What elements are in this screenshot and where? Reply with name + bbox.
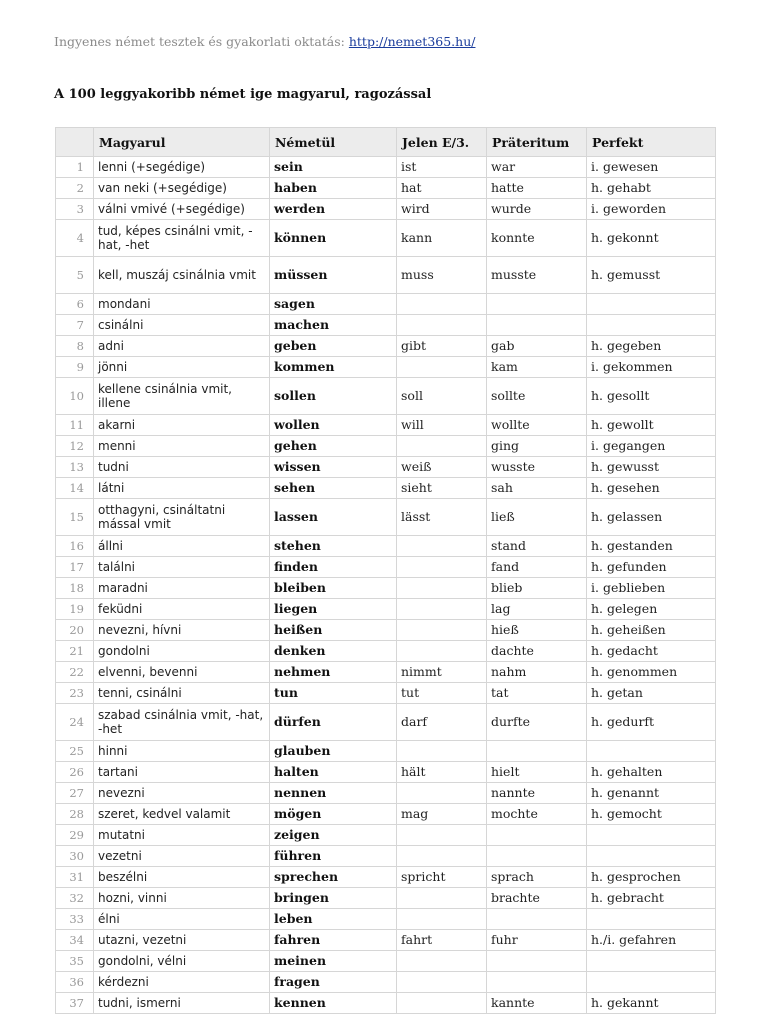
preterite-cell — [487, 951, 587, 972]
row-number-cell: 9 — [56, 357, 94, 378]
perfect-cell — [587, 825, 716, 846]
german-cell: finden — [270, 557, 397, 578]
perfect-cell — [587, 972, 716, 993]
perfect-cell: h. gehabt — [587, 178, 716, 199]
perfect-cell: h./i. gefahren — [587, 930, 716, 951]
preterite-cell: ging — [487, 436, 587, 457]
hungarian-cell: tudni, ismerni — [94, 993, 270, 1014]
hungarian-cell: mondani — [94, 294, 270, 315]
row-number-cell: 28 — [56, 804, 94, 825]
row-number-cell: 32 — [56, 888, 94, 909]
column-header-preterite: Präteritum — [487, 128, 587, 157]
hungarian-cell: nevezni, hívni — [94, 620, 270, 641]
hungarian-cell: adni — [94, 336, 270, 357]
row-number-cell: 17 — [56, 557, 94, 578]
preterite-cell — [487, 294, 587, 315]
hungarian-cell: lenni (+segédige) — [94, 157, 270, 178]
german-cell: leben — [270, 909, 397, 930]
present-3sg-cell — [397, 357, 487, 378]
hungarian-cell: kérdezni — [94, 972, 270, 993]
header-text: Ingyenes német tesztek és gyakorlati oktatás: — [54, 34, 345, 49]
hungarian-cell: tartani — [94, 762, 270, 783]
hungarian-cell: tenni, csinálni — [94, 683, 270, 704]
table-row — [56, 662, 716, 683]
preterite-cell — [487, 825, 587, 846]
german-cell: sehen — [270, 478, 397, 499]
german-cell: mögen — [270, 804, 397, 825]
row-number-cell: 5 — [56, 257, 94, 294]
table-row — [56, 620, 716, 641]
preterite-cell: hieß — [487, 620, 587, 641]
present-3sg-cell — [397, 315, 487, 336]
present-3sg-cell: spricht — [397, 867, 487, 888]
perfect-cell: h. gesollt — [587, 378, 716, 415]
table-row — [56, 783, 716, 804]
row-number-cell: 14 — [56, 478, 94, 499]
perfect-cell: h. gedurft — [587, 704, 716, 741]
table-header-row — [56, 128, 716, 157]
hungarian-cell: menni — [94, 436, 270, 457]
hungarian-cell: kell, muszáj csinálnia vmit — [94, 257, 270, 294]
german-cell: tun — [270, 683, 397, 704]
perfect-cell — [587, 294, 716, 315]
table-row — [56, 951, 716, 972]
row-number-cell: 24 — [56, 704, 94, 741]
preterite-cell: sah — [487, 478, 587, 499]
perfect-cell: h. genannt — [587, 783, 716, 804]
perfect-cell: h. gebracht — [587, 888, 716, 909]
hungarian-cell: utazni, vezetni — [94, 930, 270, 951]
german-cell: machen — [270, 315, 397, 336]
table-row — [56, 536, 716, 557]
preterite-cell: sprach — [487, 867, 587, 888]
table-row — [56, 846, 716, 867]
row-number-cell: 22 — [56, 662, 94, 683]
present-3sg-cell — [397, 557, 487, 578]
header-line — [54, 34, 475, 49]
perfect-cell: h. gemusst — [587, 257, 716, 294]
german-cell: werden — [270, 199, 397, 220]
hungarian-cell: feküdni — [94, 599, 270, 620]
german-cell: müssen — [270, 257, 397, 294]
table-row — [56, 909, 716, 930]
perfect-cell — [587, 315, 716, 336]
preterite-cell: hielt — [487, 762, 587, 783]
perfect-cell: h. genommen — [587, 662, 716, 683]
website-link[interactable]: http://nemet365.hu/ — [348, 34, 476, 49]
hungarian-cell: hozni, vinni — [94, 888, 270, 909]
present-3sg-cell — [397, 951, 487, 972]
verb-table-body — [56, 157, 716, 1014]
table-row — [56, 683, 716, 704]
perfect-cell: h. gelegen — [587, 599, 716, 620]
preterite-cell: fand — [487, 557, 587, 578]
row-number-cell: 34 — [56, 930, 94, 951]
preterite-cell: war — [487, 157, 587, 178]
present-3sg-cell: sieht — [397, 478, 487, 499]
preterite-cell: tat — [487, 683, 587, 704]
hungarian-cell: elvenni, bevenni — [94, 662, 270, 683]
german-cell: bleiben — [270, 578, 397, 599]
preterite-cell: dachte — [487, 641, 587, 662]
hungarian-cell: látni — [94, 478, 270, 499]
preterite-cell: mochte — [487, 804, 587, 825]
perfect-cell: i. gegangen — [587, 436, 716, 457]
row-number-cell: 16 — [56, 536, 94, 557]
hungarian-cell: kellene csinálnia vmit, illene — [94, 378, 270, 415]
german-cell: sprechen — [270, 867, 397, 888]
present-3sg-cell — [397, 888, 487, 909]
german-cell: lassen — [270, 499, 397, 536]
perfect-cell: i. gekommen — [587, 357, 716, 378]
preterite-cell — [487, 846, 587, 867]
row-number-cell: 36 — [56, 972, 94, 993]
preterite-cell: wurde — [487, 199, 587, 220]
table-row — [56, 972, 716, 993]
german-cell: denken — [270, 641, 397, 662]
present-3sg-cell: hält — [397, 762, 487, 783]
preterite-cell — [487, 741, 587, 762]
german-cell: wollen — [270, 415, 397, 436]
hungarian-cell: gondolni, vélni — [94, 951, 270, 972]
row-number-cell: 7 — [56, 315, 94, 336]
hungarian-cell: jönni — [94, 357, 270, 378]
german-cell: haben — [270, 178, 397, 199]
hungarian-cell: szeret, kedvel valamit — [94, 804, 270, 825]
hungarian-cell: csinálni — [94, 315, 270, 336]
table-row — [56, 993, 716, 1014]
table-row — [56, 220, 716, 257]
row-number-cell: 1 — [56, 157, 94, 178]
table-row — [56, 378, 716, 415]
preterite-cell: stand — [487, 536, 587, 557]
row-number-cell: 11 — [56, 415, 94, 436]
preterite-cell: fuhr — [487, 930, 587, 951]
german-cell: wissen — [270, 457, 397, 478]
present-3sg-cell — [397, 741, 487, 762]
row-number-cell: 26 — [56, 762, 94, 783]
table-row — [56, 888, 716, 909]
perfect-cell — [587, 741, 716, 762]
perfect-cell: h. gelassen — [587, 499, 716, 536]
table-row — [56, 257, 716, 294]
table-row — [56, 357, 716, 378]
preterite-cell: nannte — [487, 783, 587, 804]
preterite-cell: gab — [487, 336, 587, 357]
hungarian-cell: tud, képes csinálni vmit, -hat, -het — [94, 220, 270, 257]
german-cell: sein — [270, 157, 397, 178]
perfect-cell: h. gewusst — [587, 457, 716, 478]
row-number-cell: 8 — [56, 336, 94, 357]
row-number-cell: 30 — [56, 846, 94, 867]
present-3sg-cell: weiß — [397, 457, 487, 478]
preterite-cell: musste — [487, 257, 587, 294]
table-row — [56, 178, 716, 199]
row-number-cell: 37 — [56, 993, 94, 1014]
present-3sg-cell — [397, 578, 487, 599]
row-number-cell: 29 — [56, 825, 94, 846]
table-row — [56, 315, 716, 336]
preterite-cell: nahm — [487, 662, 587, 683]
german-cell: nennen — [270, 783, 397, 804]
preterite-cell: sollte — [487, 378, 587, 415]
row-number-cell: 3 — [56, 199, 94, 220]
table-row — [56, 499, 716, 536]
hungarian-cell: vezetni — [94, 846, 270, 867]
german-cell: sollen — [270, 378, 397, 415]
row-number-cell: 25 — [56, 741, 94, 762]
hungarian-cell: akarni — [94, 415, 270, 436]
preterite-cell: wollte — [487, 415, 587, 436]
present-3sg-cell: mag — [397, 804, 487, 825]
table-row — [56, 157, 716, 178]
row-number-cell: 23 — [56, 683, 94, 704]
present-3sg-cell: kann — [397, 220, 487, 257]
row-number-cell: 13 — [56, 457, 94, 478]
row-number-cell: 31 — [56, 867, 94, 888]
german-cell: halten — [270, 762, 397, 783]
row-number-cell: 12 — [56, 436, 94, 457]
table-row — [56, 825, 716, 846]
present-3sg-cell: will — [397, 415, 487, 436]
german-cell: liegen — [270, 599, 397, 620]
perfect-cell: h. geheißen — [587, 620, 716, 641]
german-cell: dürfen — [270, 704, 397, 741]
table-row — [56, 478, 716, 499]
table-row — [56, 578, 716, 599]
hungarian-cell: szabad csinálnia vmit, -hat, -het — [94, 704, 270, 741]
present-3sg-cell: lässt — [397, 499, 487, 536]
table-row — [56, 704, 716, 741]
preterite-cell: ließ — [487, 499, 587, 536]
row-number-cell: 15 — [56, 499, 94, 536]
row-number-cell: 4 — [56, 220, 94, 257]
hungarian-cell: gondolni — [94, 641, 270, 662]
german-cell: geben — [270, 336, 397, 357]
preterite-cell: hatte — [487, 178, 587, 199]
perfect-cell: h. gedacht — [587, 641, 716, 662]
present-3sg-cell: darf — [397, 704, 487, 741]
table-row — [56, 199, 716, 220]
column-header-perfect: Perfekt — [587, 128, 716, 157]
preterite-cell: kannte — [487, 993, 587, 1014]
table-row — [56, 557, 716, 578]
present-3sg-cell: tut — [397, 683, 487, 704]
row-number-cell: 21 — [56, 641, 94, 662]
table-row — [56, 436, 716, 457]
preterite-cell: blieb — [487, 578, 587, 599]
perfect-cell: h. gemocht — [587, 804, 716, 825]
perfect-cell — [587, 951, 716, 972]
preterite-cell: wusste — [487, 457, 587, 478]
table-row — [56, 336, 716, 357]
present-3sg-cell — [397, 294, 487, 315]
verb-table — [55, 127, 716, 1014]
row-number-cell: 10 — [56, 378, 94, 415]
present-3sg-cell — [397, 436, 487, 457]
perfect-cell — [587, 909, 716, 930]
present-3sg-cell — [397, 846, 487, 867]
present-3sg-cell — [397, 825, 487, 846]
row-number-cell: 35 — [56, 951, 94, 972]
row-number-cell: 18 — [56, 578, 94, 599]
preterite-cell: brachte — [487, 888, 587, 909]
present-3sg-cell: nimmt — [397, 662, 487, 683]
german-cell: bringen — [270, 888, 397, 909]
german-cell: fragen — [270, 972, 397, 993]
perfect-cell: i. geblieben — [587, 578, 716, 599]
german-cell: fahren — [270, 930, 397, 951]
preterite-cell — [487, 315, 587, 336]
hungarian-cell: válni vmivé (+segédige) — [94, 199, 270, 220]
perfect-cell: h. gekonnt — [587, 220, 716, 257]
hungarian-cell: találni — [94, 557, 270, 578]
present-3sg-cell — [397, 783, 487, 804]
column-header-present-3sg: Jelen E/3. — [397, 128, 487, 157]
preterite-cell — [487, 909, 587, 930]
perfect-cell: h. gefunden — [587, 557, 716, 578]
present-3sg-cell — [397, 620, 487, 641]
present-3sg-cell: hat — [397, 178, 487, 199]
hungarian-cell: állni — [94, 536, 270, 557]
perfect-cell: h. gesehen — [587, 478, 716, 499]
table-row — [56, 804, 716, 825]
table-row — [56, 294, 716, 315]
table-row — [56, 741, 716, 762]
perfect-cell — [587, 846, 716, 867]
perfect-cell: h. gestanden — [587, 536, 716, 557]
present-3sg-cell: wird — [397, 199, 487, 220]
table-row — [56, 415, 716, 436]
table-row — [56, 930, 716, 951]
german-cell: können — [270, 220, 397, 257]
german-cell: sagen — [270, 294, 397, 315]
hungarian-cell: hinni — [94, 741, 270, 762]
hungarian-cell: beszélni — [94, 867, 270, 888]
hungarian-cell: mutatni — [94, 825, 270, 846]
row-number-cell: 19 — [56, 599, 94, 620]
perfect-cell: h. gegeben — [587, 336, 716, 357]
present-3sg-cell: ist — [397, 157, 487, 178]
table-row — [56, 762, 716, 783]
perfect-cell: h. gehalten — [587, 762, 716, 783]
hungarian-cell: nevezni — [94, 783, 270, 804]
preterite-cell: lag — [487, 599, 587, 620]
present-3sg-cell — [397, 909, 487, 930]
german-cell: kennen — [270, 993, 397, 1014]
document-title: A 100 leggyakoribb német ige magyarul, ragozással — [54, 87, 432, 102]
table-row — [56, 641, 716, 662]
present-3sg-cell — [397, 972, 487, 993]
present-3sg-cell: muss — [397, 257, 487, 294]
perfect-cell: h. gekannt — [587, 993, 716, 1014]
column-header-german: Németül — [270, 128, 397, 157]
preterite-cell: kam — [487, 357, 587, 378]
present-3sg-cell: fahrt — [397, 930, 487, 951]
present-3sg-cell: gibt — [397, 336, 487, 357]
present-3sg-cell: soll — [397, 378, 487, 415]
hungarian-cell: van neki (+segédige) — [94, 178, 270, 199]
german-cell: gehen — [270, 436, 397, 457]
row-number-cell: 2 — [56, 178, 94, 199]
table-row — [56, 867, 716, 888]
german-cell: nehmen — [270, 662, 397, 683]
hungarian-cell: tudni — [94, 457, 270, 478]
german-cell: stehen — [270, 536, 397, 557]
german-cell: glauben — [270, 741, 397, 762]
perfect-cell: i. gewesen — [587, 157, 716, 178]
perfect-cell: h. getan — [587, 683, 716, 704]
row-number-cell: 20 — [56, 620, 94, 641]
table-row — [56, 599, 716, 620]
german-cell: heißen — [270, 620, 397, 641]
table-row — [56, 457, 716, 478]
perfect-cell: h. gewollt — [587, 415, 716, 436]
german-cell: führen — [270, 846, 397, 867]
hungarian-cell: maradni — [94, 578, 270, 599]
german-cell: kommen — [270, 357, 397, 378]
perfect-cell: h. gesprochen — [587, 867, 716, 888]
row-number-cell: 6 — [56, 294, 94, 315]
column-header-hungarian: Magyarul — [94, 128, 270, 157]
present-3sg-cell — [397, 993, 487, 1014]
column-header-number — [56, 128, 94, 157]
german-cell: zeigen — [270, 825, 397, 846]
hungarian-cell: otthagyni, csináltatni mással vmit — [94, 499, 270, 536]
present-3sg-cell — [397, 641, 487, 662]
present-3sg-cell — [397, 599, 487, 620]
german-cell: meinen — [270, 951, 397, 972]
row-number-cell: 27 — [56, 783, 94, 804]
preterite-cell: konnte — [487, 220, 587, 257]
present-3sg-cell — [397, 536, 487, 557]
perfect-cell: i. geworden — [587, 199, 716, 220]
preterite-cell: durfte — [487, 704, 587, 741]
hungarian-cell: élni — [94, 909, 270, 930]
row-number-cell: 33 — [56, 909, 94, 930]
preterite-cell — [487, 972, 587, 993]
